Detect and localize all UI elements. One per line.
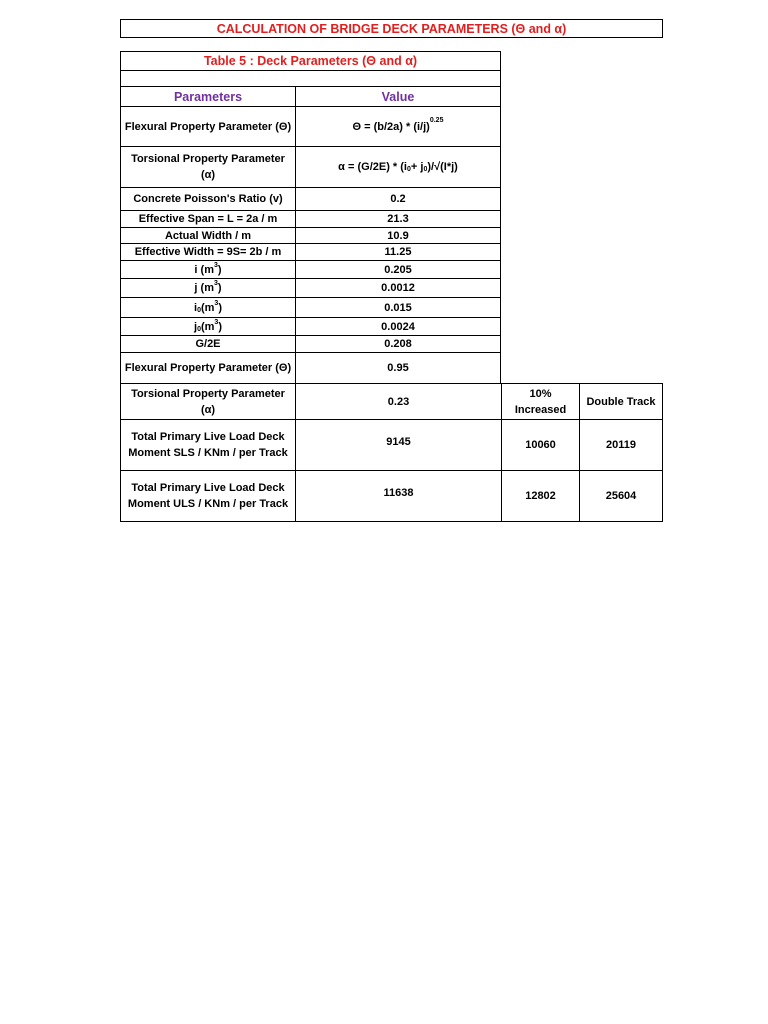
row-i-label-main: i (m: [194, 263, 214, 276]
row-j0-value: 0.0024: [295, 317, 501, 335]
header-value: Value: [295, 86, 501, 106]
torsional-result-value: 0.23: [295, 383, 501, 419]
row-poisson-value: 0.2: [295, 187, 501, 210]
row-j-label-main: j (m: [194, 282, 214, 294]
moment-sls-label: Total Primary Live Load Deck Moment SLS / KNm / per Track: [120, 419, 295, 470]
row-effective-width-value: 11.25: [295, 243, 501, 260]
row-effective-width-label: Effective Width = 9S= 2b / m: [120, 243, 295, 260]
row-actual-width-value: 10.9: [295, 227, 501, 243]
row-j-label-end: ): [217, 282, 222, 294]
row-i0-label-main: i: [194, 301, 198, 314]
row-i0-label-mid: (m: [200, 301, 215, 314]
row-g2e-value: 0.208: [295, 335, 501, 352]
row-j0-label: j $_0$ (m $^3$ ): [120, 317, 295, 335]
row-i0-value: 0.015: [295, 297, 501, 317]
flexural-formula-text: Θ = (b/2a) * (i/j): [352, 120, 430, 133]
formula-row-flexural-label: Flexural Property Parameter (Θ): [120, 106, 295, 146]
row-i0-label-end: ): [218, 301, 222, 314]
blank-row: [120, 70, 501, 86]
moment-sls-increased: 10060: [501, 419, 579, 470]
header-parameters: Parameters: [120, 86, 295, 106]
document-title: CALCULATION OF BRIDGE DECK PARAMETERS (Θ and α): [120, 19, 663, 38]
torsional-formula-part-2: + j: [410, 161, 424, 173]
row-effective-span-label: Effective Span = L = 2a / m: [120, 210, 295, 227]
row-i-value: 0.205: [295, 260, 501, 278]
row-poisson-label: Concrete Poisson's Ratio (v): [120, 187, 295, 210]
row-i-label-end: ): [217, 263, 222, 276]
row-j0-label-end: ): [218, 320, 222, 333]
row-j0-label-mid: (m: [200, 320, 215, 333]
moment-uls-double: 25604: [579, 470, 663, 522]
table-caption: Table 5 : Deck Parameters (Θ and α): [120, 51, 501, 70]
row-g2e-label: G/2E: [120, 335, 295, 352]
row-j-label: j (m $^3$ ): [120, 278, 295, 297]
row-i0-label: i $_0$ (m $^3$ ): [120, 297, 295, 317]
formula-row-torsional-label: Torsional Property Parameter (α): [120, 146, 295, 187]
torsional-formula-part-3: )/√(I*j): [427, 161, 458, 173]
moment-uls-label: Total Primary Live Load Deck Moment ULS / KNm / per Track: [120, 470, 295, 522]
row-i-label: i (m $^3$ ): [120, 260, 295, 278]
moment-sls-value: 9145: [295, 419, 501, 470]
row-j0-label-main: j: [194, 320, 198, 333]
moment-uls-increased: 12802: [501, 470, 579, 522]
moment-uls-value: 11638: [295, 470, 501, 522]
flexural-result-label: Flexural Property Parameter (Θ): [120, 352, 295, 383]
formula-row-flexural-value: Θ = (b/2a) * (i/j) $^{0.25}$: [295, 106, 501, 146]
row-effective-span-value: 21.3: [295, 210, 501, 227]
header-double-track: Double Track: [579, 383, 663, 419]
formula-row-torsional-value: α = (G/2E) * (i $_0$ + j $_0$ )/√(I*j): [295, 146, 501, 187]
torsional-formula-part-1: α = (G/2E) * (i: [338, 161, 407, 173]
row-actual-width-label: Actual Width / m: [120, 227, 295, 243]
moment-sls-double: 20119: [579, 419, 663, 470]
flexural-result-value: 0.95: [295, 352, 501, 383]
row-j-value: 0.0012: [295, 278, 501, 297]
torsional-result-label: Torsional Property Parameter (α): [120, 383, 295, 419]
header-10-percent-increased: 10% Increased: [501, 383, 579, 419]
